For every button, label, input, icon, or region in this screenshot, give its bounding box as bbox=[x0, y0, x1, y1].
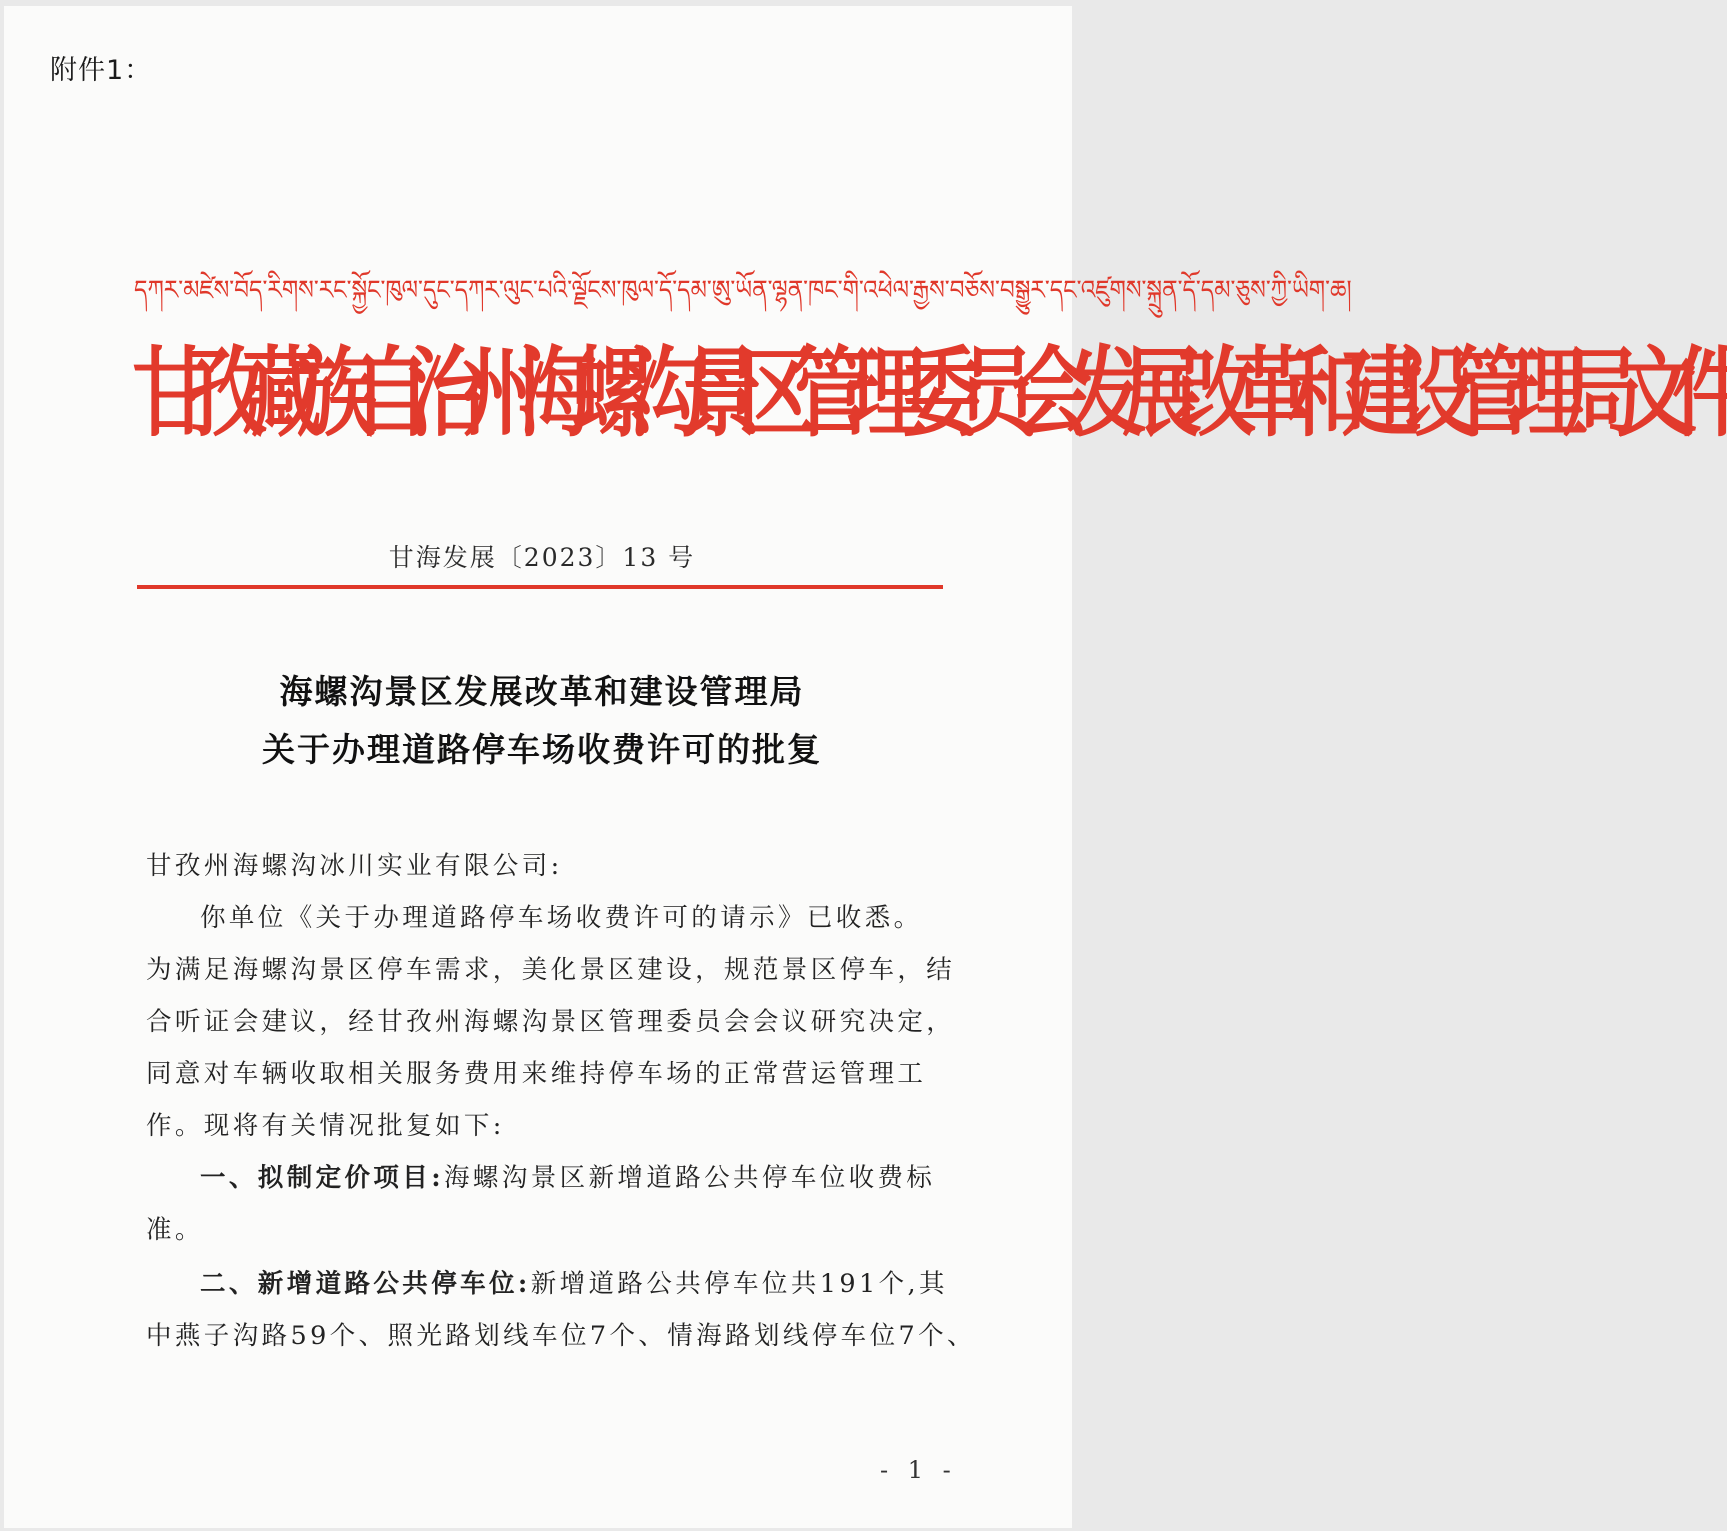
item-1-line-2: 准。 bbox=[146, 1215, 204, 1245]
paragraph-1-line-2: 为满足海螺沟景区停车需求，美化景区建设，规范景区停车，结 bbox=[146, 955, 956, 985]
item-1-text: 海螺沟景区新增道路公共停车位收费标 bbox=[444, 1163, 936, 1193]
item-2-line-2: 中燕子沟路59个、照光路划线车位7个、情海路划线停车位7个、 bbox=[146, 1321, 976, 1351]
document-number: 甘海发展〔2023〕13 号 bbox=[388, 543, 696, 572]
item-2-heading: 二、新增道路公共停车位: bbox=[200, 1269, 531, 1299]
item-2-text: 新增道路公共停车位共191个,其 bbox=[530, 1269, 948, 1299]
attachment-label: 附件1： bbox=[50, 55, 153, 86]
document-title-line-1: 海螺沟景区发展改革和建设管理局 bbox=[279, 672, 805, 711]
header-divider bbox=[137, 585, 943, 589]
paragraph-1-line-4: 同意对车辆收取相关服务费用来维持停车场的正常营运管理工 bbox=[146, 1059, 927, 1089]
page-number: - 1 - bbox=[880, 1456, 957, 1484]
document-title-line-2: 关于办理道路停车场收费许可的批复 bbox=[262, 730, 822, 769]
item-2-line-1 bbox=[200, 1266, 1000, 1302]
document-page bbox=[4, 6, 1727, 1528]
addressee: 甘孜州海螺沟冰川实业有限公司: bbox=[146, 851, 563, 881]
paragraph-1-line-3: 合听证会建议，经甘孜州海螺沟景区管理委员会会议研究决定， bbox=[146, 1007, 956, 1037]
tibetan-org-header: དཀར་མཛེས་བོད་རིགས་རང་སྐྱོང་ཁུལ་དུང་དཀར་ལུང་པའི་ལྗོངས་ཁུལ་དོ་དམ་ཨུ་ཡོན་ལྷན་ཁང་གི་འཕེལ་རྒྱས་བཅོས་བསྒྱུར་དང་འཛུགས་སྐྲུན་དོ་དམ་ཅུས་ཀྱི་ཡིག་ཆ། bbox=[134, 275, 1352, 306]
paragraph-1-line-1: 你单位《关于办理道路停车场收费许可的请示》已收悉。 bbox=[200, 903, 923, 933]
organization-header: 甘孜藏族自治州海螺沟景区管理委员会发展改革和建设管理局文件 bbox=[132, 336, 1727, 451]
item-1-heading: 一、拟制定价项目: bbox=[200, 1163, 445, 1193]
item-1-line-1 bbox=[200, 1160, 1000, 1196]
paragraph-1-line-5: 作。现将有关情况批复如下: bbox=[146, 1111, 505, 1141]
